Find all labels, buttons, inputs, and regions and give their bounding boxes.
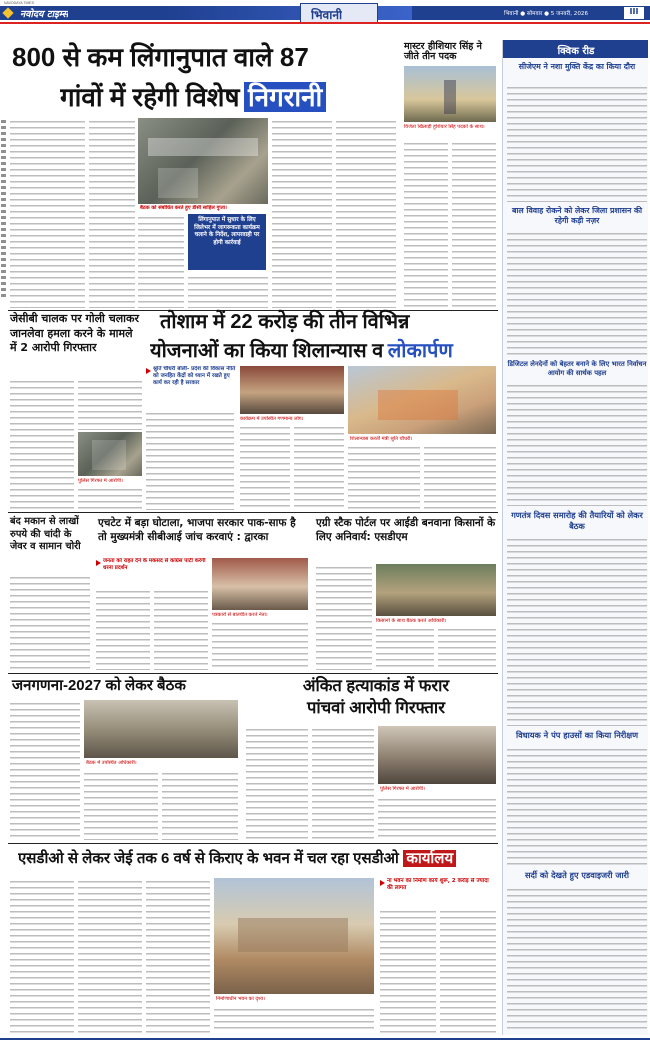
sdo-photo-caption: निर्माणाधीन भवन का दृश्य। bbox=[216, 996, 265, 1002]
jcb-column-2 bbox=[78, 378, 142, 430]
lead-photo-caption: बैठक को संबोधित करते हुए डीसी साहिल गुप्ता। bbox=[140, 205, 227, 211]
brand-bar bbox=[0, 6, 164, 20]
sdo-highlight-box bbox=[380, 878, 496, 904]
census-column-2 bbox=[84, 770, 158, 840]
census-column-1 bbox=[10, 700, 80, 840]
jcb-photo bbox=[78, 432, 142, 476]
tosham-column-3 bbox=[294, 424, 344, 510]
lead-pull-quote bbox=[188, 214, 266, 270]
brand-name: नवोदय टाइम्स bbox=[20, 9, 69, 20]
theft-column bbox=[10, 574, 90, 670]
teacher-column-1 bbox=[404, 140, 448, 308]
census-photo bbox=[84, 700, 238, 758]
teacher-photo bbox=[404, 66, 496, 122]
sidebar-item-4-body bbox=[507, 536, 647, 726]
date-bar bbox=[412, 6, 650, 20]
sidebar-item-4-title: गणतंत्र दिवस समारोह की तैयारियों को लेकर बैठक bbox=[511, 510, 643, 531]
theft-headline: बंद मकान से लाखों रुपये की चांदी के जेवर व सामान चोरी bbox=[10, 516, 81, 552]
lead-column-1 bbox=[10, 118, 85, 308]
murder-photo bbox=[378, 726, 496, 784]
sidebar bbox=[502, 40, 648, 1035]
tosham-highlight-text: श्रुति चौधरी बोलीं- प्रदेश की विकास नीति को जनहित केंद्रों को ध्यान में रखते हुए कार्य कर रही है सरकार bbox=[153, 366, 236, 386]
sidebar-item-5-title: विधायक ने पंप हाउसों का किया निरीक्षण bbox=[515, 730, 639, 740]
jcb-column-3 bbox=[78, 486, 142, 510]
sdo-column-6 bbox=[440, 908, 496, 1033]
sdo-column-4 bbox=[214, 1006, 374, 1033]
murder-column-1 bbox=[246, 726, 308, 840]
teacher-column-2 bbox=[452, 140, 496, 308]
lead-headline-2-row bbox=[60, 78, 400, 114]
triangle-bullet-icon bbox=[96, 560, 101, 566]
quick-read-title: क्विक रीड bbox=[557, 46, 595, 57]
tosham-headline-2-row bbox=[150, 336, 498, 362]
jcb-photo-caption: पुलिस गिरफ्त में आरोपी। bbox=[78, 478, 123, 484]
agri-headline: एग्री स्टैक पोर्टल पर आईडी बनवाना किसानों के लिए अनिवार्य: एसडीएम bbox=[316, 517, 496, 543]
page-number: III bbox=[624, 7, 644, 19]
top-left-small: NAVODAYA TIMES bbox=[4, 1, 35, 5]
sdo-headline-row bbox=[18, 848, 498, 872]
tosham-headline-2: योजनाओं का किया शिलान्यास व bbox=[150, 340, 384, 362]
sidebar-item-6-body bbox=[507, 886, 647, 1030]
scam-photo-caption: पत्रकारों से बातचीत करते नेता। bbox=[212, 612, 268, 618]
section-title bbox=[300, 3, 378, 23]
lead-column-3 bbox=[138, 214, 184, 308]
sidebar-item-1-title: सीजेएम ने नशा मुक्ति केंद्र का किया दौरा bbox=[518, 62, 636, 71]
tosham-highlight-box bbox=[146, 366, 236, 406]
tosham-photo-1-caption: कार्यक्रम में उपस्थित गणमान्य लोग। bbox=[240, 416, 304, 422]
sdo-column-1 bbox=[10, 878, 74, 1033]
brand-diamond-icon bbox=[2, 7, 13, 18]
scam-column-3 bbox=[212, 620, 308, 670]
scam-column-2 bbox=[154, 588, 208, 670]
sidebar-item-3-title: डिजिटल लेनदेनों को बेहतर बनाने के लिए भारत निर्वाचन आयोग की सार्थक पहल bbox=[507, 360, 647, 377]
lead-headline-1: 800 से कम लिंगानुपात वाले 87 bbox=[12, 42, 309, 72]
sdo-photo bbox=[214, 878, 374, 994]
census-headline: जनगणना-2027 को लेकर बैठक bbox=[12, 677, 186, 694]
tosham-column-5 bbox=[424, 444, 496, 510]
lead-column-2 bbox=[89, 118, 135, 308]
tosham-photo-1 bbox=[240, 366, 344, 414]
sdo-highlight-text: ना भवन का निर्माण कार्य शुरू, 2 करोड़ से ज्यादा की लागत bbox=[387, 878, 489, 891]
jcb-headline: जेसीबी चालक पर गोली चलाकर जानलेवा हमला करने के मामले में 2 आरोपी गिरफ्तार bbox=[10, 312, 139, 354]
murder-headline-1: अंकित हत्याकांड में फरार bbox=[302, 677, 450, 695]
sdo-column-3 bbox=[146, 878, 210, 1033]
agri-photo-caption: किसानों के साथ बैठक करते अधिकारी। bbox=[376, 618, 447, 624]
census-photo-caption: बैठक में उपस्थित अधिकारी। bbox=[86, 760, 137, 766]
tosham-column-4 bbox=[348, 444, 420, 510]
teacher-photo-caption: विजेता खिलाड़ी हुशियार सिंह पदकों के साथ। bbox=[404, 124, 485, 130]
quick-read-banner bbox=[503, 40, 648, 58]
tosham-headline-1: तोशाम में 22 करोड़ की तीन विभिन्न bbox=[160, 311, 410, 333]
sidebar-item-6-title: सर्दी को देखते हुए एडवाइजरी जारी bbox=[524, 870, 630, 880]
sdo-headline: एसडीओ से लेकर जेई तक 6 वर्ष से किराए के भवन में चल रहा एसडीओ bbox=[18, 850, 399, 867]
murder-column-3 bbox=[378, 796, 496, 840]
lead-column-4 bbox=[188, 274, 268, 308]
agri-column-2 bbox=[376, 626, 434, 670]
sidebar-item-5-body bbox=[507, 746, 647, 866]
lead-headline-highlight: निगरानी bbox=[244, 82, 326, 112]
sidebar-item-3-body bbox=[507, 382, 647, 506]
sdo-column-2 bbox=[78, 878, 142, 1033]
teacher-headline: मास्टर हीशियार सिंह ने जीते तीन पदक bbox=[404, 41, 482, 62]
color-strip bbox=[0, 22, 650, 24]
lead-headline-2: गांवों में रहेगी विशेष bbox=[60, 82, 240, 112]
triangle-bullet-icon bbox=[146, 368, 151, 374]
scam-column-1 bbox=[96, 588, 150, 670]
date-line: भिवानी ● सोमवार ● 5 जनवरी, 2026 bbox=[504, 11, 589, 17]
sidebar-item-2-body bbox=[507, 230, 647, 356]
tosham-column-2 bbox=[240, 424, 290, 510]
tosham-column-1 bbox=[146, 410, 234, 510]
lead-pull-quote-text: लिंगानुपात में सुधार के लिए जिलेभर में जागरूकता कार्यक्रम चलाने के निर्देश, लापरवाही पर होगी कार्रवाई bbox=[194, 217, 260, 246]
tosham-photo-2-caption: शिलान्यास करतीं मंत्री श्रुति चौधरी। bbox=[350, 436, 413, 442]
murder-column-2 bbox=[312, 726, 374, 840]
lead-column-5 bbox=[272, 118, 332, 308]
triangle-bullet-icon bbox=[380, 880, 385, 886]
registration-marks-left bbox=[1, 120, 6, 300]
agri-column-3 bbox=[438, 626, 496, 670]
lead-photo bbox=[138, 118, 268, 204]
sidebar-item-1-body bbox=[507, 84, 647, 202]
scam-headline: एचटेट में बड़ा घोटाला, भाजपा सरकार पाक-साफ है तो मुख्यमंत्री सीबीआई जांच करवाएं : द्वारका bbox=[98, 517, 296, 543]
census-column-3 bbox=[162, 770, 238, 840]
sdo-headline-highlight: कार्यालय bbox=[403, 850, 456, 867]
lead-column-6 bbox=[336, 118, 396, 308]
tosham-photo-2 bbox=[348, 366, 496, 434]
section-name: भिवानी bbox=[311, 8, 343, 22]
murder-headline-2: पांचवां आरोपी गिरफ्तार bbox=[307, 699, 445, 717]
masthead bbox=[0, 0, 650, 28]
agri-photo bbox=[376, 564, 496, 616]
tosham-headline-highlight: लोकार्पण bbox=[387, 340, 453, 362]
agri-column-1 bbox=[316, 564, 372, 670]
sidebar-item-2-title: बाल विवाह रोकने को लेकर जिला प्रशासन की रहेगी कड़ी नज़र bbox=[511, 206, 643, 225]
scam-highlight-text: जनता को राहत देने के मकसद से कांग्रेस पार्टी करेगी धरना प्रदर्शन bbox=[103, 558, 206, 571]
jcb-column-1 bbox=[10, 378, 74, 510]
sdo-column-5 bbox=[380, 908, 436, 1033]
scam-photo bbox=[212, 558, 308, 610]
murder-photo-caption: पुलिस गिरफ्त में आरोपी। bbox=[380, 786, 425, 792]
scam-highlight-box bbox=[96, 558, 206, 584]
